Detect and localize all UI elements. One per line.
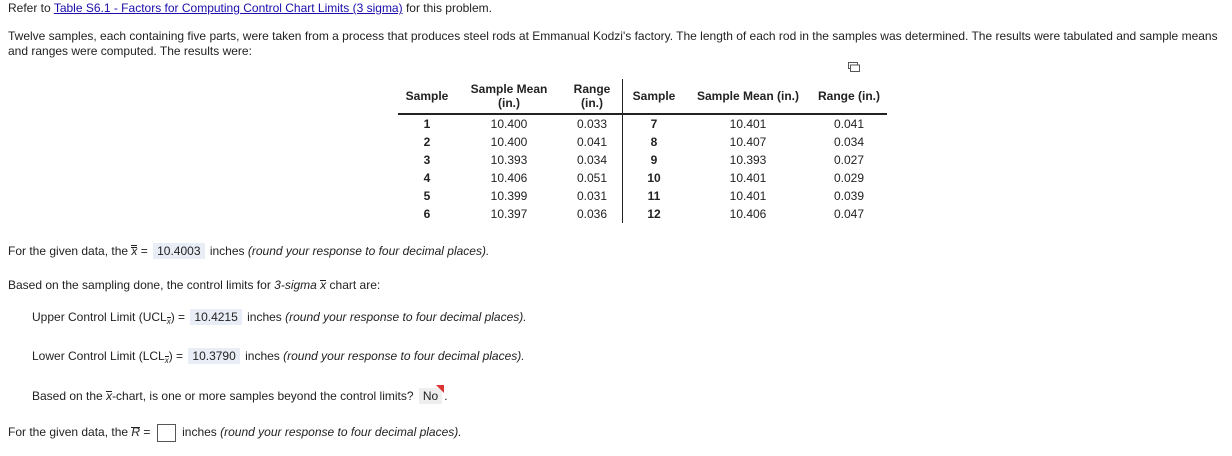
table-row	[398, 133, 887, 151]
table-row	[398, 187, 887, 205]
table-cell: 0.041	[576, 135, 608, 149]
x-bar-symbol: x	[320, 278, 327, 292]
table-row	[398, 114, 887, 133]
col-sample-2: Sample	[623, 79, 686, 114]
copy-table-icon[interactable]	[848, 62, 860, 72]
table-row	[398, 205, 887, 223]
table-cell: 5	[423, 189, 431, 203]
table-cell: 4	[423, 171, 431, 185]
table-cell: 0.036	[576, 207, 608, 221]
beyond-limits-dropdown[interactable]: No	[419, 388, 442, 404]
lcl-answer[interactable]: 10.3790	[188, 348, 239, 364]
r-bar-symbol: R	[131, 425, 141, 440]
col-range: Range (in.)	[573, 82, 611, 110]
col-sample: Sample	[405, 89, 449, 103]
problem-description: Twelve samples, each containing five parts, were taken from a process that produces steel rods at Emmanual Kodzi's factory. The length of each rod in the samples was determined. The results were tabulated and sample means and ranges were computed. The results were:	[8, 29, 1218, 58]
table-cell: 10.401	[729, 117, 767, 131]
table-cell: 0.051	[576, 171, 608, 185]
data-table	[398, 79, 887, 223]
xbarbar-answer[interactable]: 10.4003	[153, 243, 204, 259]
table-cell: 10.406	[490, 171, 528, 185]
intro-prefix: Refer to	[8, 1, 54, 15]
table-row	[398, 169, 887, 187]
table-cell: 0.027	[833, 153, 865, 167]
x-bar-symbol-2: x	[106, 389, 113, 403]
table-cell: 0.039	[833, 189, 865, 203]
table-cell: 11	[623, 187, 686, 205]
table-cell: 0.033	[576, 117, 608, 131]
table-row	[398, 151, 887, 169]
table-cell: 10.399	[490, 189, 528, 203]
q-ucl: Upper Control Limit (UCL $_x$) = 10.4215 inches (round your response to four decimal places).	[32, 310, 527, 327]
q-lcl: Lower Control Limit (LCL $_x$) = 10.3790 inches (round your response to four decimal places).	[32, 349, 525, 366]
table-cell: 2	[423, 135, 431, 149]
ucl-answer[interactable]: 10.4215	[190, 309, 241, 325]
rbar-input[interactable]	[157, 424, 176, 442]
table-cell: 10.393	[490, 153, 528, 167]
q-xbarbar: For the given data, the x = 10.4003 inches (round your response to four decimal places).	[8, 244, 490, 258]
table-cell: 0.041	[833, 117, 865, 131]
table-cell: 0.034	[576, 153, 608, 167]
table-cell: 8	[623, 133, 686, 151]
table-cell: 10	[623, 169, 686, 187]
q-beyond-limits: Based on the x-chart, is one or more samples beyond the control limits? No .	[32, 389, 448, 403]
col-range-2: Range (in.)	[818, 89, 880, 103]
table-cell: 10.400	[490, 135, 528, 149]
col-sample-mean: Sample Mean (in.)	[470, 82, 548, 110]
x-double-bar-symbol: x	[131, 244, 138, 258]
table-cell: 7	[623, 114, 686, 133]
table-cell: 10.397	[490, 207, 528, 221]
table-cell: 10.406	[729, 207, 767, 221]
table-cell: 0.029	[833, 171, 865, 185]
table-s61-link[interactable]: Table S6.1 - Factors for Computing Control Chart Limits (3 sigma)	[53, 1, 403, 15]
table-cell: 9	[623, 151, 686, 169]
table-cell: 0.047	[833, 207, 865, 221]
table-cell: 10.393	[729, 153, 767, 167]
table-cell: 10.401	[729, 189, 767, 203]
table-cell: 0.031	[576, 189, 608, 203]
table-cell: 0.034	[833, 135, 865, 149]
intro-suffix: for this problem.	[402, 1, 492, 15]
col-sample-mean-2: Sample Mean (in.)	[696, 89, 800, 103]
table-cell: 3	[423, 153, 431, 167]
intro-line	[8, 1, 492, 15]
table-cell: 1	[423, 117, 431, 131]
table-cell: 12	[623, 205, 686, 223]
table-cell: 6	[423, 207, 431, 221]
q-control-limits-intro: Based on the sampling done, the control limits for 3-sigma x chart are:	[8, 278, 381, 292]
table-cell: 10.401	[729, 171, 767, 185]
table-cell: 10.400	[490, 117, 528, 131]
table-cell: 10.407	[729, 135, 767, 149]
q-rbar: For the given data, the R = inches (round your response to four decimal places).	[8, 424, 462, 442]
